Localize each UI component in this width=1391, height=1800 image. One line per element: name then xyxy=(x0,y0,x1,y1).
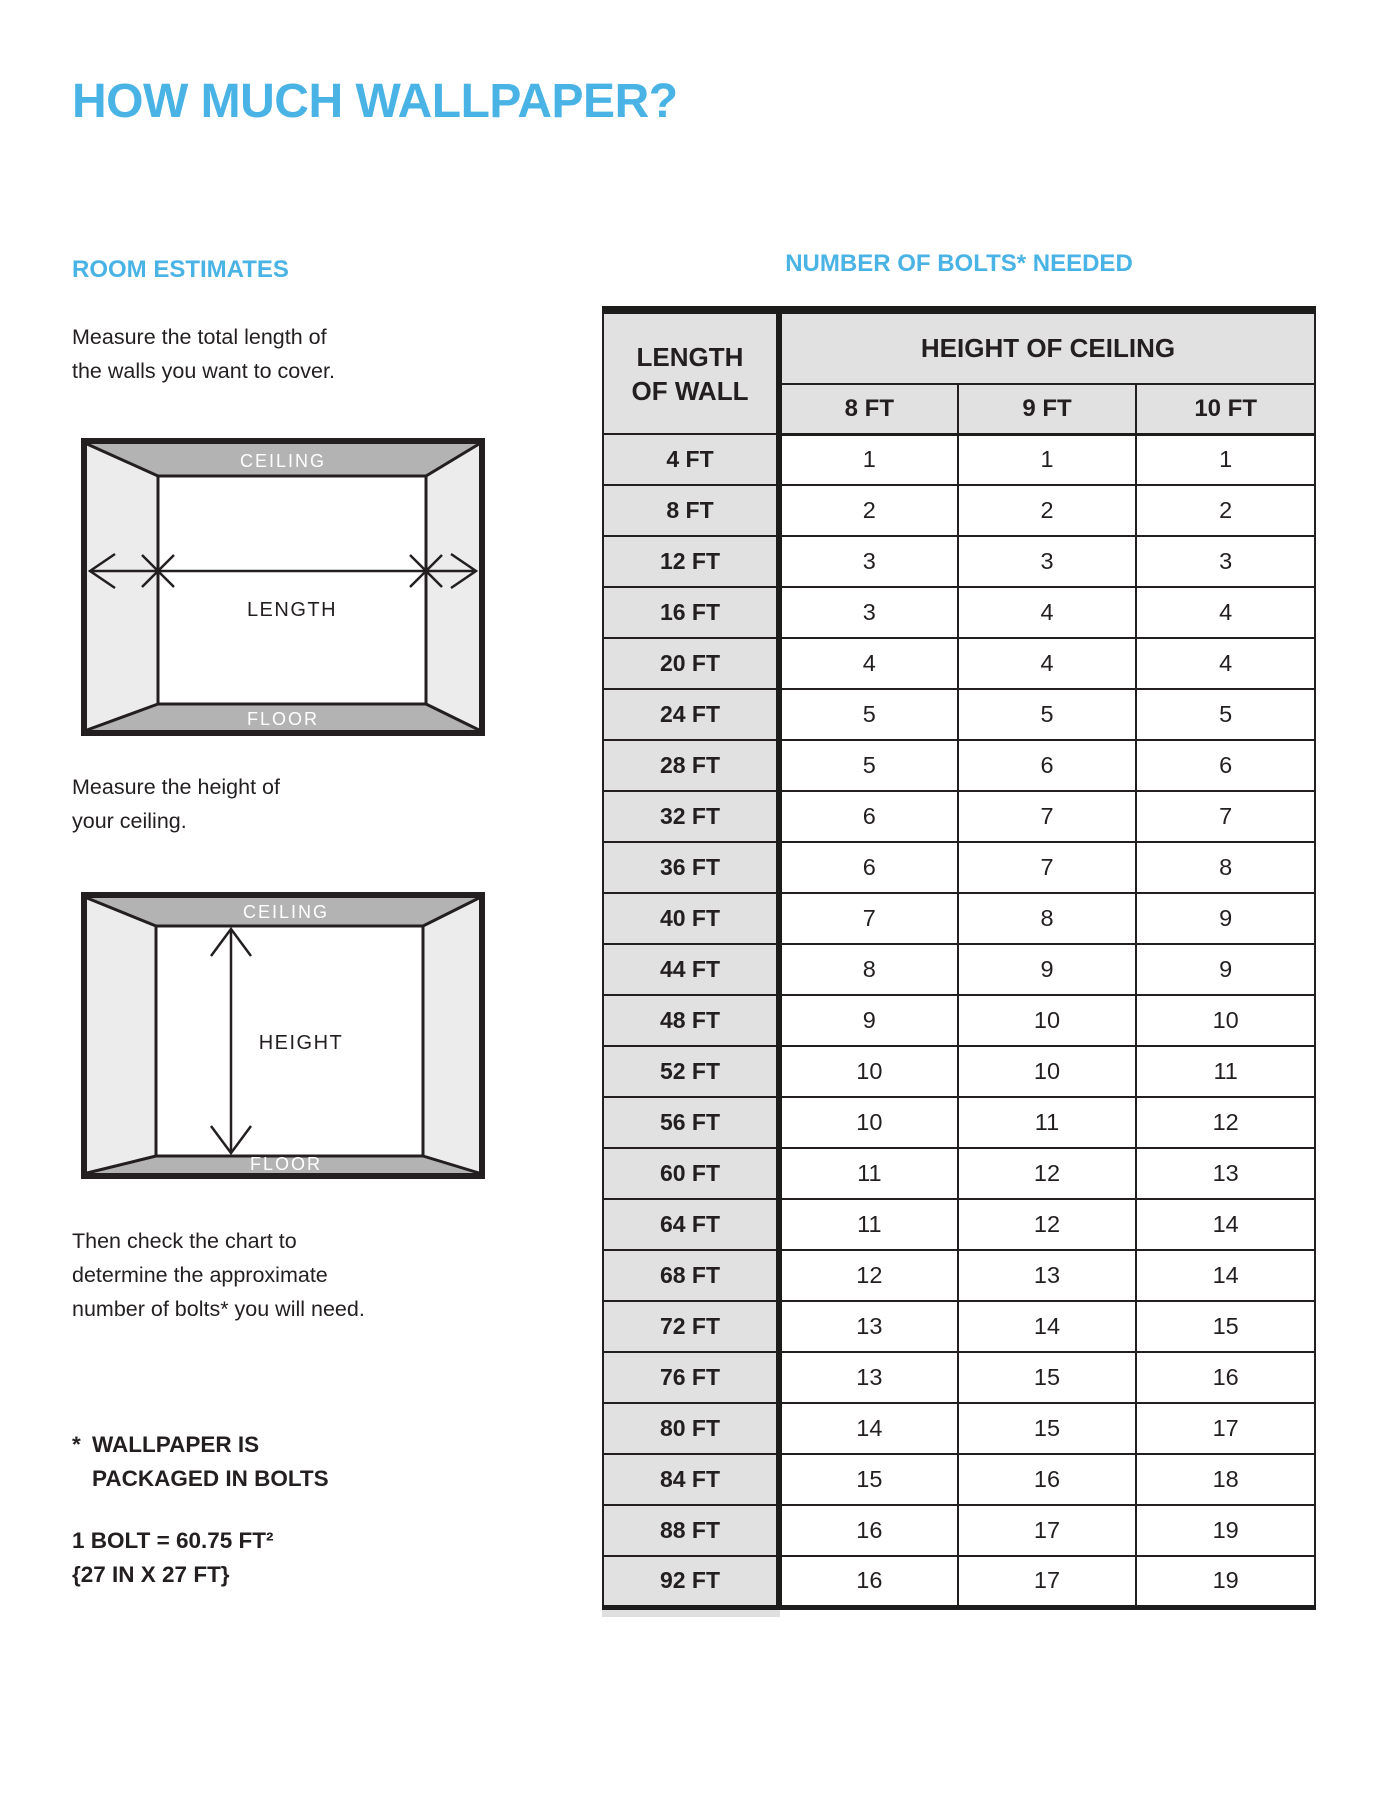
bolt-count-cell: 17 xyxy=(958,1505,1137,1556)
floor-label: FLOOR xyxy=(249,1154,323,1174)
floor-label: FLOOR xyxy=(246,709,320,729)
bolt-count-cell: 5 xyxy=(958,689,1137,740)
bolts-table xyxy=(602,306,1316,1610)
table-header-row xyxy=(603,310,1315,384)
bolt-count-cell: 7 xyxy=(958,842,1137,893)
room-length-diagram xyxy=(81,438,485,736)
wall-length-cell: 36 FT xyxy=(603,842,779,893)
instruction-measure-height xyxy=(72,770,280,838)
table-row xyxy=(603,1454,1315,1505)
table-row xyxy=(603,1046,1315,1097)
footnote-line: PACKAGED IN BOLTS xyxy=(92,1466,329,1491)
table-row xyxy=(603,1556,1315,1607)
bolt-count-cell: 14 xyxy=(1136,1199,1315,1250)
table-row xyxy=(603,842,1315,893)
left-wall-surface xyxy=(87,444,158,730)
bolt-count-cell: 9 xyxy=(958,944,1137,995)
wall-length-cell: 12 FT xyxy=(603,536,779,587)
table-footer-tab xyxy=(602,1610,780,1617)
table-row xyxy=(603,1097,1315,1148)
bolt-count-cell: 7 xyxy=(1136,791,1315,842)
bolt-count-cell: 10 xyxy=(958,1046,1137,1097)
bolt-count-cell: 12 xyxy=(958,1199,1137,1250)
bolt-count-cell: 6 xyxy=(779,842,958,893)
asterisk-marker: * xyxy=(72,1432,81,1457)
height-label: HEIGHT xyxy=(258,1032,344,1054)
instruction-line: Measure the total length of xyxy=(72,325,327,349)
bolt-count-cell: 3 xyxy=(958,536,1137,587)
bolt-count-cell: 8 xyxy=(779,944,958,995)
instruction-line: the walls you want to cover. xyxy=(72,359,335,383)
bolt-count-cell: 14 xyxy=(1136,1250,1315,1301)
right-wall-surface xyxy=(423,898,479,1173)
footnote-line: WALLPAPER IS xyxy=(92,1432,260,1457)
wall-length-cell: 32 FT xyxy=(603,791,779,842)
bolt-count-cell: 13 xyxy=(958,1250,1137,1301)
col-header-10ft: 10 FT xyxy=(1136,384,1315,434)
room-height-diagram xyxy=(81,892,485,1179)
bolt-size-line: 1 BOLT = 60.75 FT² xyxy=(72,1528,274,1553)
table-row xyxy=(603,1148,1315,1199)
wall-length-cell: 72 FT xyxy=(603,1301,779,1352)
bolt-count-cell: 6 xyxy=(958,740,1137,791)
wall-length-cell: 80 FT xyxy=(603,1403,779,1454)
bolt-count-cell: 12 xyxy=(958,1148,1137,1199)
table-row xyxy=(603,944,1315,995)
bolt-count-cell: 10 xyxy=(779,1097,958,1148)
table-row xyxy=(603,587,1315,638)
wall-length-cell: 4 FT xyxy=(603,434,779,485)
bolt-count-cell: 9 xyxy=(779,995,958,1046)
bolt-count-cell: 8 xyxy=(1136,842,1315,893)
bolt-count-cell: 11 xyxy=(1136,1046,1315,1097)
bolt-count-cell: 14 xyxy=(779,1403,958,1454)
bolt-count-cell: 11 xyxy=(779,1199,958,1250)
bolt-count-cell: 12 xyxy=(1136,1097,1315,1148)
instruction-line: Measure the height of xyxy=(72,775,280,799)
table-row xyxy=(603,1301,1315,1352)
bolt-count-cell: 11 xyxy=(958,1097,1137,1148)
header-line: OF WALL xyxy=(631,375,749,406)
bolts-table-body xyxy=(603,434,1315,1607)
wall-length-cell: 20 FT xyxy=(603,638,779,689)
wall-length-cell: 76 FT xyxy=(603,1352,779,1403)
table-row xyxy=(603,1199,1315,1250)
wall-length-cell: 52 FT xyxy=(603,1046,779,1097)
bolts-table-section xyxy=(602,252,1316,1617)
table-row xyxy=(603,995,1315,1046)
left-wall-surface xyxy=(87,898,156,1173)
length-label: LENGTH xyxy=(246,599,338,621)
bolt-count-cell: 15 xyxy=(958,1403,1137,1454)
ceiling-label: CEILING xyxy=(239,451,327,471)
bolt-count-cell: 7 xyxy=(779,893,958,944)
instruction-line: Then check the chart to xyxy=(72,1229,297,1253)
wall-length-cell: 68 FT xyxy=(603,1250,779,1301)
bolt-count-cell: 19 xyxy=(1136,1556,1315,1607)
wall-length-cell: 28 FT xyxy=(603,740,779,791)
bolt-count-cell: 18 xyxy=(1136,1454,1315,1505)
bolt-count-cell: 15 xyxy=(779,1454,958,1505)
bolt-count-cell: 4 xyxy=(779,638,958,689)
bolt-count-cell: 13 xyxy=(779,1352,958,1403)
bolt-count-cell: 4 xyxy=(958,638,1137,689)
table-row xyxy=(603,434,1315,485)
wall-length-cell: 84 FT xyxy=(603,1454,779,1505)
instruction-measure-length xyxy=(72,320,335,388)
bolt-count-cell: 4 xyxy=(1136,587,1315,638)
bolt-count-cell: 9 xyxy=(1136,893,1315,944)
bolt-count-cell: 5 xyxy=(779,740,958,791)
wall-length-cell: 60 FT xyxy=(603,1148,779,1199)
table-row xyxy=(603,1505,1315,1556)
room-estimates-heading: ROOM ESTIMATES xyxy=(72,256,289,283)
bolt-count-cell: 5 xyxy=(779,689,958,740)
instruction-check-chart xyxy=(72,1224,365,1326)
table-row xyxy=(603,536,1315,587)
bolt-count-cell: 12 xyxy=(779,1250,958,1301)
bolt-count-cell: 4 xyxy=(958,587,1137,638)
bolt-count-cell: 7 xyxy=(958,791,1137,842)
instruction-line: determine the approximate xyxy=(72,1263,328,1287)
back-wall xyxy=(158,476,426,704)
table-row xyxy=(603,791,1315,842)
table-row xyxy=(603,1403,1315,1454)
wall-length-cell: 56 FT xyxy=(603,1097,779,1148)
wall-length-cell: 64 FT xyxy=(603,1199,779,1250)
bolt-count-cell: 16 xyxy=(1136,1352,1315,1403)
wall-length-cell: 92 FT xyxy=(603,1556,779,1607)
page-title: HOW MUCH WALLPAPER? xyxy=(72,75,678,128)
wall-length-cell: 16 FT xyxy=(603,587,779,638)
length-of-wall-header xyxy=(603,310,779,434)
wall-length-cell: 48 FT xyxy=(603,995,779,1046)
bolt-count-cell: 6 xyxy=(1136,740,1315,791)
height-of-ceiling-header: HEIGHT OF CEILING xyxy=(779,310,1315,384)
bolt-count-cell: 13 xyxy=(779,1301,958,1352)
bolt-count-cell: 10 xyxy=(958,995,1137,1046)
bolt-count-cell: 3 xyxy=(1136,536,1315,587)
bolt-count-cell: 16 xyxy=(779,1556,958,1607)
bolt-count-cell: 16 xyxy=(779,1505,958,1556)
col-header-8ft: 8 FT xyxy=(779,384,958,434)
bolt-count-cell: 15 xyxy=(958,1352,1137,1403)
bolt-count-cell: 1 xyxy=(1136,434,1315,485)
bolt-count-cell: 10 xyxy=(779,1046,958,1097)
bolt-size-info xyxy=(72,1524,274,1592)
bolt-count-cell: 2 xyxy=(779,485,958,536)
wall-length-cell: 44 FT xyxy=(603,944,779,995)
bolt-count-cell: 14 xyxy=(958,1301,1137,1352)
wall-length-cell: 40 FT xyxy=(603,893,779,944)
bolt-count-cell: 9 xyxy=(1136,944,1315,995)
bolt-count-cell: 1 xyxy=(958,434,1137,485)
bolts-table-title: NUMBER OF BOLTS* NEEDED xyxy=(785,250,1133,277)
table-row xyxy=(603,638,1315,689)
bolt-size-line: {27 IN X 27 FT} xyxy=(72,1562,230,1587)
table-row xyxy=(603,893,1315,944)
col-header-9ft: 9 FT xyxy=(958,384,1137,434)
header-line: LENGTH xyxy=(636,341,744,372)
bolt-count-cell: 5 xyxy=(1136,689,1315,740)
bolt-count-cell: 17 xyxy=(1136,1403,1315,1454)
table-row xyxy=(603,485,1315,536)
bolts-footnote xyxy=(72,1428,329,1496)
wall-length-cell: 8 FT xyxy=(603,485,779,536)
table-row xyxy=(603,740,1315,791)
bolt-count-cell: 16 xyxy=(958,1454,1137,1505)
instruction-line: number of bolts* you will need. xyxy=(72,1297,365,1321)
bolt-count-cell: 13 xyxy=(1136,1148,1315,1199)
bolt-count-cell: 8 xyxy=(958,893,1137,944)
bolt-count-cell: 6 xyxy=(779,791,958,842)
bolt-count-cell: 3 xyxy=(779,536,958,587)
wall-length-cell: 24 FT xyxy=(603,689,779,740)
instruction-line: your ceiling. xyxy=(72,809,187,833)
ceiling-label: CEILING xyxy=(242,902,330,922)
bolt-count-cell: 11 xyxy=(779,1148,958,1199)
table-row xyxy=(603,1352,1315,1403)
bolt-count-cell: 3 xyxy=(779,587,958,638)
bolt-count-cell: 19 xyxy=(1136,1505,1315,1556)
bolt-count-cell: 2 xyxy=(958,485,1137,536)
bolt-count-cell: 1 xyxy=(779,434,958,485)
bolt-count-cell: 2 xyxy=(1136,485,1315,536)
bolt-count-cell: 15 xyxy=(1136,1301,1315,1352)
wall-length-cell: 88 FT xyxy=(603,1505,779,1556)
table-row xyxy=(603,1250,1315,1301)
bolt-count-cell: 17 xyxy=(958,1556,1137,1607)
bolt-count-cell: 10 xyxy=(1136,995,1315,1046)
bolt-count-cell: 4 xyxy=(1136,638,1315,689)
table-row xyxy=(603,689,1315,740)
